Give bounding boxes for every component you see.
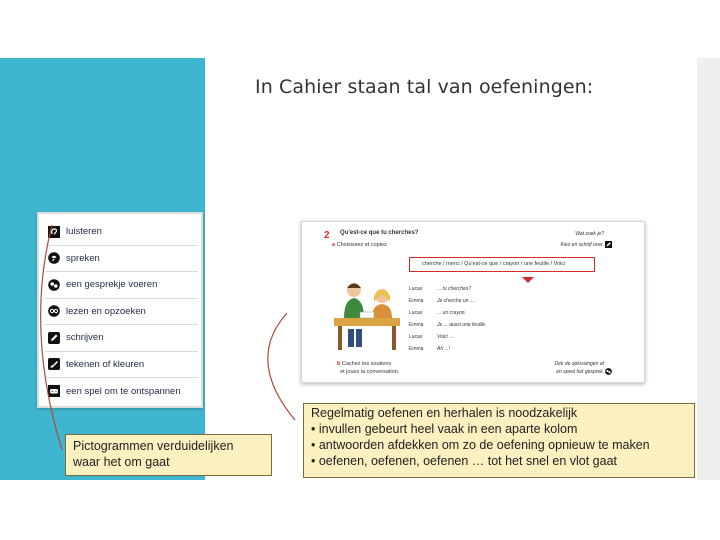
glasses-icon — [48, 305, 60, 317]
dialogue-speaker: Lucas — [409, 334, 423, 340]
dialogue-text: Je ... aussi une feuille. — [437, 322, 487, 328]
students-illustration — [330, 274, 406, 352]
pictogram-label: een spel om te ontspannen — [66, 385, 181, 397]
pictogram-label: spreken — [66, 252, 100, 264]
pictogram-list — [45, 219, 198, 405]
right-edge-strip — [697, 58, 720, 480]
dialogue-line — [409, 298, 475, 304]
callout-line: Pictogrammen verduidelijken — [73, 439, 234, 453]
slide-title: In Cahier staan tal van oefeningen: — [255, 76, 594, 98]
callout-line: • invullen gebeurt heel vaak in een aparte kolom — [311, 422, 578, 436]
dialogue-speaker: Emma — [409, 346, 424, 352]
dialogue-line — [409, 286, 471, 292]
speech-icon — [48, 252, 60, 264]
callout-line: Regelmatig oefenen en herhalen is noodzakelijk — [311, 406, 578, 420]
part-b-line1: Cachez les soutiens — [341, 361, 392, 367]
pictogram-item — [45, 272, 198, 299]
pencil-icon — [48, 332, 60, 344]
callout-line: • antwoorden afdekken om zo de oefening opnieuw te maken — [311, 438, 650, 452]
dialogue-speaker: Emma — [409, 322, 424, 328]
dialogue-line — [409, 346, 450, 352]
pencil-icon — [605, 241, 612, 248]
dialogue-text: Ah ...! — [437, 346, 451, 352]
part-a-letter: a — [332, 242, 336, 248]
pictogram-label: tekenen of kleuren — [66, 358, 145, 370]
part-b-line2: et jouez la conversation. — [340, 369, 400, 375]
pictogram-legend — [37, 212, 203, 408]
exercise-example — [301, 221, 645, 383]
part-b-letter: b — [337, 361, 341, 367]
dialogue-line — [409, 334, 455, 340]
dialogue-line — [409, 322, 486, 328]
pictogram-item — [45, 219, 198, 246]
pictogram-item — [45, 325, 198, 352]
callout-practice — [303, 403, 695, 478]
dialogue-text: ... tu cherches? — [437, 286, 472, 292]
callout-line: waar het om gaat — [73, 455, 170, 469]
translation-b-line1: Dek de oplossingen af — [554, 361, 604, 367]
dialogue-speaker: Lucas — [409, 286, 423, 292]
pictogram-label: schrijven — [66, 332, 104, 344]
pictogram-item — [45, 352, 198, 379]
pictogram-item — [45, 246, 198, 273]
brush-icon — [48, 358, 60, 370]
pictogram-item — [45, 378, 198, 405]
dialogue-line — [409, 310, 466, 316]
exercise-title: Qu'est-ce que tu cherches? — [340, 230, 419, 236]
dialogue-text: Je cherche un .... — [437, 298, 476, 304]
callout-line: • oefenen, oefenen, oefenen … tot het snel en vlot gaat — [311, 454, 617, 468]
translation-b-line2: en speel het gesprek. — [556, 369, 604, 375]
part-a-instruction: Choisissez et copiez. — [336, 242, 389, 248]
exercise-number: 2 — [324, 230, 330, 241]
ear-icon — [48, 226, 60, 238]
exercise-part-b — [337, 360, 399, 376]
callout-pictograms — [65, 434, 272, 476]
translation-a-line1: Wat zoek je? — [575, 231, 604, 237]
conversation-icon — [605, 368, 612, 375]
pictogram-label: luisteren — [66, 226, 102, 238]
dialogue-speaker: Emma — [409, 298, 424, 304]
dialogue-speaker: Lucas — [409, 310, 423, 316]
dialogue-text: Voici .... — [437, 334, 455, 340]
word-box: cherche / merci / Qu'est-ce que / crayon / une feuille / Voici — [409, 257, 595, 272]
exercise-part-a — [332, 242, 388, 248]
game-icon — [48, 385, 60, 397]
pictogram-label: een gesprekje voeren — [66, 279, 158, 291]
pictogram-label: lezen en opzoeken — [66, 305, 146, 317]
conversation-icon — [48, 279, 60, 291]
dialogue-text: ... un crayon. — [437, 310, 466, 316]
pictogram-item — [45, 299, 198, 326]
translation-a-line2: Kies en schrijf over. — [560, 242, 604, 248]
arrow-down-icon — [522, 277, 534, 283]
